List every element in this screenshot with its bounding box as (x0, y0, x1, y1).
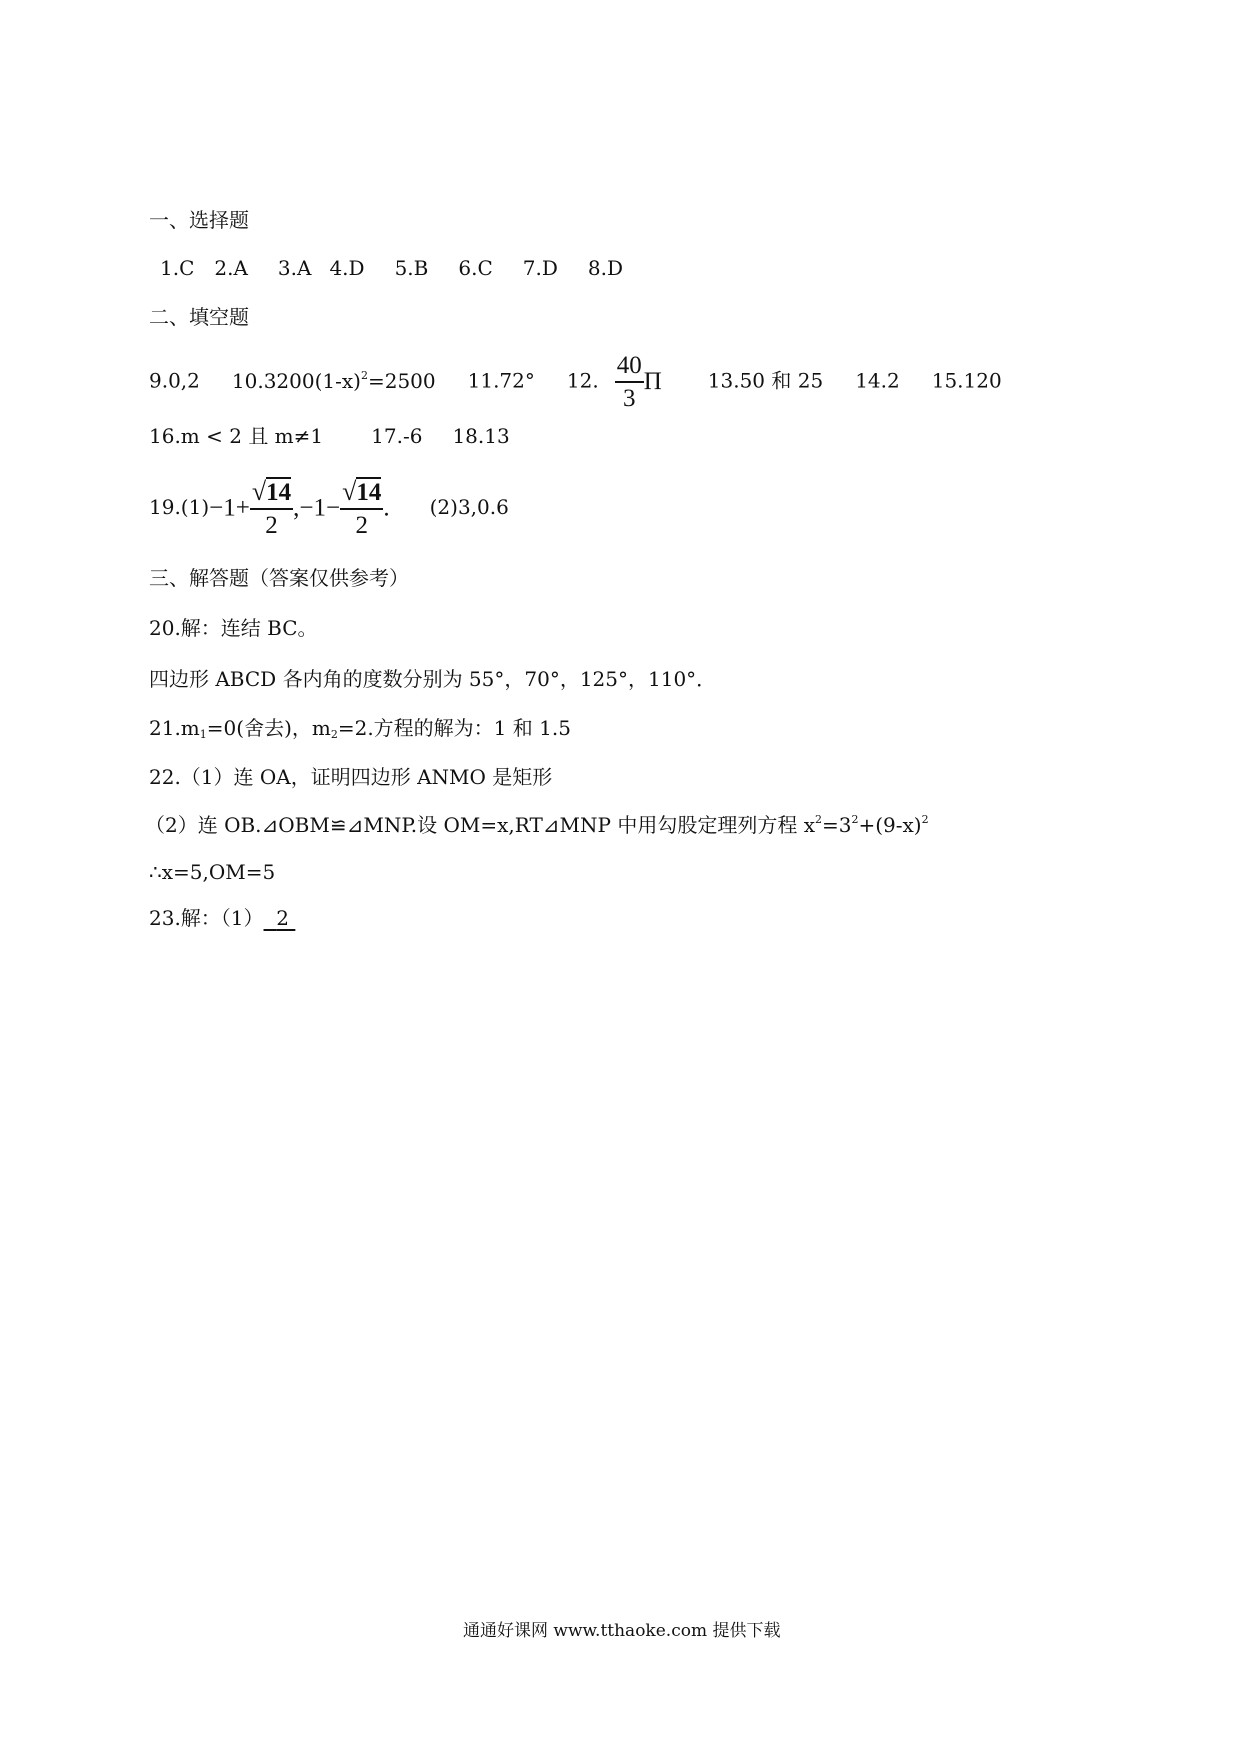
solution-q21: $21.m_1=0$(舍去)，$m_2=2$.方程的解为：1 和 1.5 (149, 716, 571, 741)
answer-q19 (149, 476, 509, 540)
solution-q20-line1: 20.解：连结 BC。 (149, 616, 318, 640)
answer-q19-label: 19.(1) (149, 495, 210, 519)
choice-answer: 6.C (458, 256, 493, 280)
choice-answer: 8.D (587, 256, 623, 280)
solution-q23: 23.解：（1） 2 (149, 906, 295, 930)
choice-answer: 2.A (214, 256, 248, 280)
answer-q11: 11.72° (467, 368, 535, 393)
choice-answer: 3.A (277, 256, 312, 280)
underlined-answer-blank: 2 (276, 906, 289, 930)
section-heading-fill: 二、填空题 (149, 305, 249, 329)
solution-q20-line2: 四边形 ABCD 各内角的度数分别为 55°，70°，125°，110°． (149, 667, 717, 691)
choice-answer: 7.D (522, 256, 558, 280)
answer-q16: 16.m < 2 且 m≠1 (149, 424, 324, 448)
solution-q22-line3: ∴x=5,OM=5 (149, 860, 276, 884)
solution-q22-line1: 22.（1）连 OA，证明四边形 ANMO 是矩形 (149, 765, 553, 789)
choice-answer: 1.C (160, 256, 195, 280)
answer-q9: 9.0,2 (149, 368, 200, 393)
section-heading-solutions: 三、解答题（答案仅供参考） (149, 566, 409, 590)
fraction-sqrt14-over-2: √ 14 2 (342, 477, 382, 539)
answer-q18: 18.13 (452, 424, 510, 448)
answer-q19-part2: (2)3,0.6 (429, 495, 509, 519)
answer-q13: 13.50 和 25 (707, 368, 824, 393)
footer-source-note: 通通好课网 www.tthaoke.com 提供下载 (463, 1621, 781, 1641)
answer-q12-label: 12. (566, 368, 599, 393)
fraction-40-over-3: $\frac{40}{3}$ (616, 352, 642, 412)
fill-answers-row-2 (149, 424, 510, 448)
answer-q15: 15.120 (931, 368, 1002, 393)
math-comma-minus-one-minus: ,−1− (293, 494, 341, 522)
answer-q17: 17.-6 (371, 424, 423, 448)
fill-answers-row-1 (149, 351, 1002, 413)
choice-answer: 5.B (394, 256, 429, 280)
section-heading-choice: 一、选择题 (149, 208, 249, 232)
answer-q14: 14.2 (855, 368, 900, 393)
math-period: . (383, 494, 390, 522)
choice-answer: 4.D (329, 256, 365, 280)
math-minus-one-plus: −1+ (209, 494, 250, 522)
answer-q10: $10.3200(1-x)^2=2500$ (231, 368, 436, 393)
pi-symbol: Π (643, 368, 662, 395)
fraction-sqrt14-over-2: √ 14 2 (251, 477, 292, 539)
choice-answers-row (160, 256, 623, 280)
solution-q22-line2: （2）连 OB.⊿OBM≌⊿MNP.设 OM=x,RT⊿MNP 中用勾股定理列方程 $x^2=3^2+(9-x)^2$ (145, 813, 929, 837)
